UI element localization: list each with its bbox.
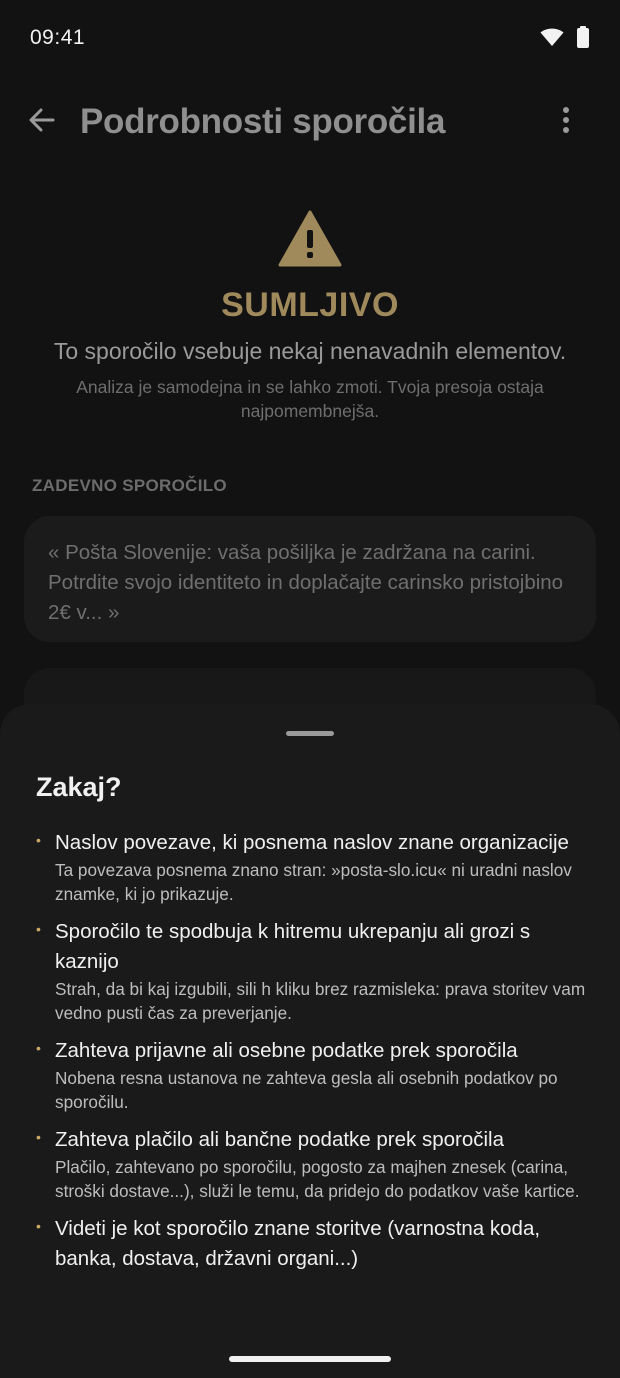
reason-title: Zahteva prijavne ali osebne podatke prek sporočila bbox=[55, 1039, 518, 1062]
reason-title: Videti je kot sporočilo znane storitve (varnostna koda, banka, dostava, državni organi...) bbox=[55, 1217, 541, 1270]
reason-item bbox=[36, 917, 596, 1025]
bullet-icon: • bbox=[36, 1218, 41, 1234]
bullet-icon: • bbox=[36, 1129, 41, 1145]
reason-description: Plačilo, zahtevano po sporočilu, pogosto za majhen znesek (carina, stroški dostave...), služi le temu, da pridejo do podatkov vaše kartice. bbox=[55, 1157, 580, 1201]
bullet-icon: • bbox=[36, 1040, 41, 1056]
message-text: « Pošta Slovenije: vaša pošiljka je zadržana na carini. Potrdite svojo identiteto in doplačajte carinsko pristojbino 2€ v... » bbox=[48, 541, 564, 624]
reason-item bbox=[36, 1125, 596, 1203]
more-options-button[interactable] bbox=[548, 102, 584, 142]
bullet-icon: • bbox=[36, 832, 41, 848]
reason-title: Sporočilo te spodbuja k hitremu ukrepanju ali grozi s kaznijo bbox=[55, 920, 531, 973]
reasons-list bbox=[36, 828, 596, 1285]
warning-triangle-icon bbox=[278, 210, 342, 268]
home-indicator[interactable] bbox=[229, 1356, 391, 1362]
back-button[interactable] bbox=[22, 102, 62, 142]
reason-item bbox=[36, 1036, 596, 1114]
status-time: 09:41 bbox=[30, 26, 86, 49]
status-bar bbox=[0, 0, 620, 76]
bullet-icon: • bbox=[36, 921, 41, 937]
bottom-sheet bbox=[0, 704, 620, 1378]
arrow-left-icon bbox=[28, 106, 56, 139]
sheet-title: Zakaj? bbox=[36, 772, 122, 802]
reason-description: Ta povezava posnema znano stran: »posta-slo.icu« ni uradni naslov znamke, ki jo prikazuje. bbox=[55, 860, 572, 904]
app-bar bbox=[0, 90, 620, 154]
reason-description: Strah, da bi kaj izgubili, sili h kliku brez razmisleka: prava storitev vam vedno pusti čas za preverjanje. bbox=[55, 979, 586, 1023]
more-vertical-icon bbox=[562, 106, 570, 139]
reason-title: Zahteva plačilo ali bančne podatke prek sporočila bbox=[55, 1128, 504, 1151]
verdict-description: To sporočilo vsebuje nekaj nenavadnih elementov. bbox=[53, 338, 567, 364]
reason-item bbox=[36, 1214, 596, 1274]
reason-description: Nobena resna ustanova ne zahteva gesla ali osebnih podatkov po sporočilu. bbox=[55, 1068, 558, 1112]
reason-item bbox=[36, 828, 596, 906]
message-card bbox=[24, 516, 596, 642]
verdict-note: Analiza je samodejna in se lahko zmoti. Tvoja presoja ostaja najpomembnejša. bbox=[76, 377, 544, 421]
verdict-label: SUMLJIVO bbox=[221, 286, 399, 324]
reason-title: Naslov povezave, ki posnema naslov znane organizacije bbox=[55, 831, 569, 854]
status-icons bbox=[540, 26, 590, 53]
page-title: Podrobnosti sporočila bbox=[80, 102, 446, 141]
battery-icon bbox=[576, 26, 590, 53]
drag-handle[interactable] bbox=[286, 731, 334, 736]
wifi-icon bbox=[540, 27, 564, 52]
section-label: ZADEVNO SPOROČILO bbox=[32, 476, 227, 495]
